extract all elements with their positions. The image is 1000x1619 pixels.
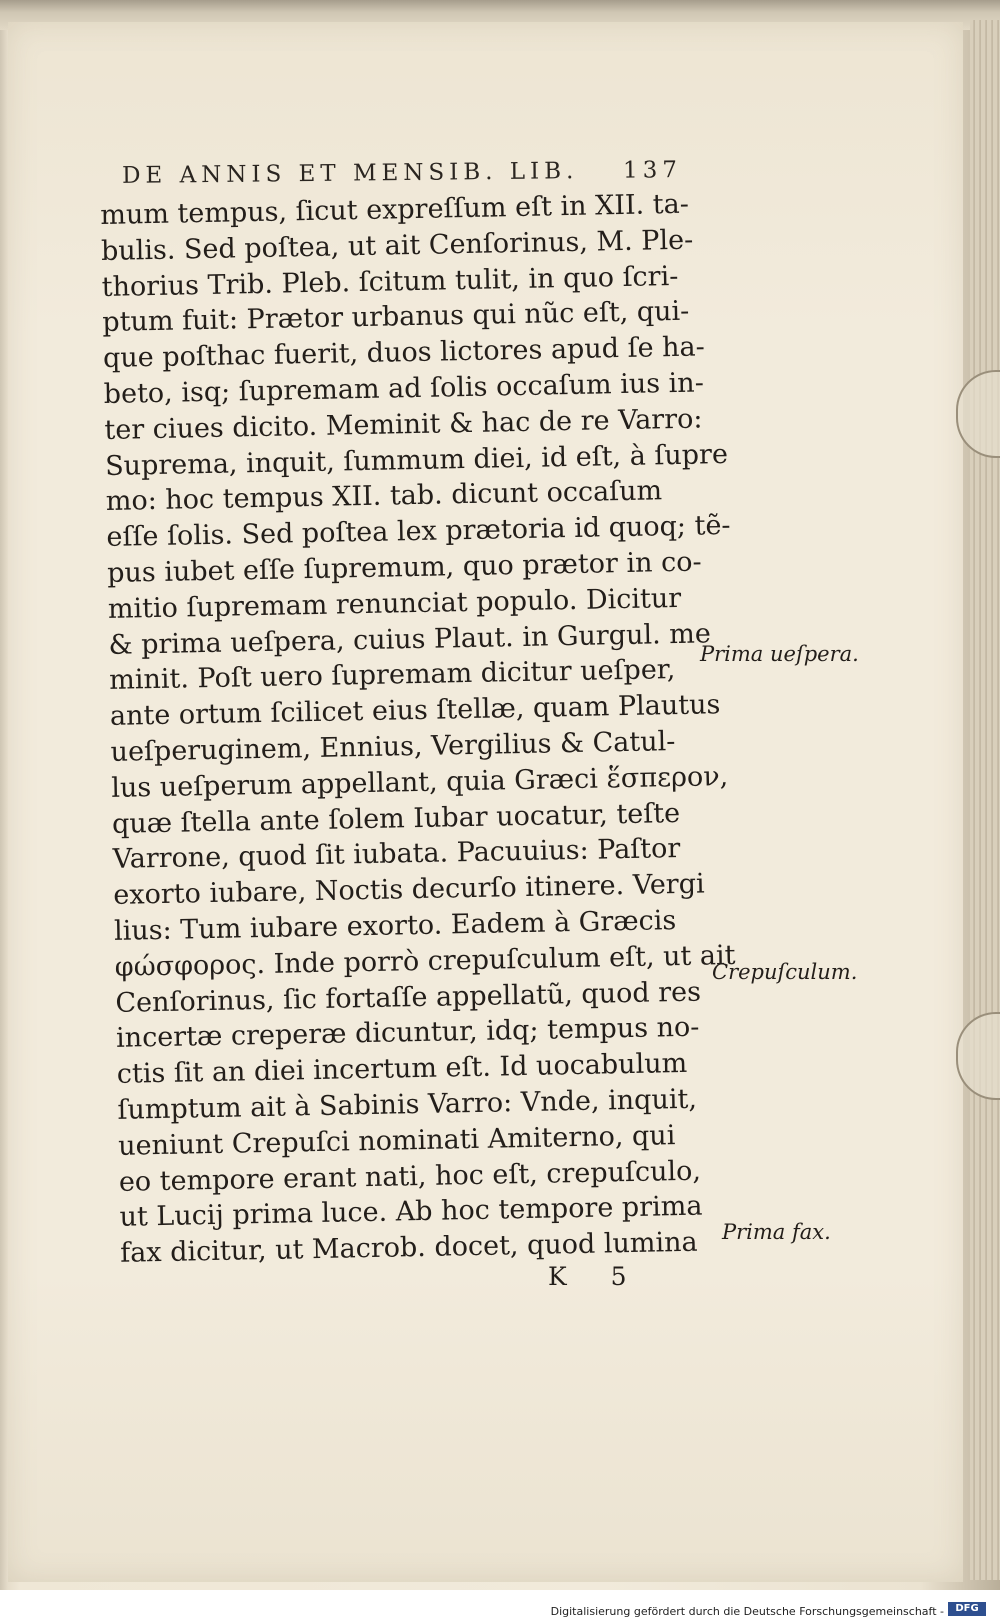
text-line: quæ ſtella ante ſolem Iubar uocatur, teſte [111, 797, 681, 840]
dfg-logo-icon: DFG [948, 1602, 986, 1616]
text-line: ueniunt Crepuſci nominati Amiterno, qui [117, 1119, 676, 1162]
signature-mark: K 5 [548, 1262, 645, 1291]
text-line: mitio ſupremam renunciat populo. Dicitur [107, 582, 682, 625]
body-text [100, 187, 736, 1272]
text-line: bulis. Sed poſtea, ut ait Cenſorinus, M. Ple- [100, 224, 694, 267]
text-line: ante ortum ſcilicet eius ſtellæ, quam Plautus [109, 689, 721, 733]
text-line: incertæ creperæ dicuntur, idq; tempus no- [115, 1011, 700, 1055]
text-line: pus iubet eſſe ſupremum, quo prætor in co- [106, 546, 702, 589]
text-line: eſſe ſolis. Sed poſtea lex prætoria id quoq; tẽ- [106, 510, 731, 554]
text-line: mo: hoc tempus XII. tab. dicunt occaſum [105, 475, 663, 518]
running-title: DE ANNIS ET MENSIB. LIB. [121, 158, 579, 189]
text-line: lus ueſperum appellant, quia Græci ἕσπερον, [111, 760, 729, 804]
text-line: fax dicitur, ut Macrob. docet, quod lumina [119, 1226, 698, 1269]
text-line: exorto iubare, Noctis decurſo itinere. Vergi [113, 868, 705, 912]
text-line: & prima ueſpera, cuius Plaut. in Gurgul. me [108, 617, 712, 661]
text-line: beto, isq; ſupremam ad ſolis occaſum ius in- [103, 367, 705, 410]
text-line: Varrone, quod ſit iubata. Pacuuius: Paſtor [112, 833, 681, 876]
text-line: ter ciues dicito. Meminit & hac de re Varro: [104, 403, 703, 446]
text-line: Cenſorinus, ſic fortaſſe appellatũ, quod res [115, 976, 702, 1019]
page-number: 137 [622, 157, 683, 184]
text-line: mum tempus, ſicut expreſſum eſt in XII. ta- [100, 188, 690, 231]
text-line: ſumptum ait à Sabinis Varro: Vnde, inquit, [117, 1083, 698, 1126]
text-line: ptum fuit: Prætor urbanus qui nũc eſt, qui- [102, 296, 690, 339]
marginal-note-crepusculum: Crepuſculum. [712, 960, 858, 984]
text-line: minit. Poſt uero ſupremam dicitur ueſper, [108, 654, 676, 697]
text-line: thorius Trib. Pleb. ſcitum tulit, in quo ſcri- [101, 260, 679, 303]
text-line: lius: Tum iubare exorto. Eadem à Græcis [113, 905, 677, 947]
text-line: ctis ſit an diei incertum eſt. Id uocabulum [116, 1048, 688, 1090]
marginal-note-prima-uespera: Prima ueſpera. [700, 642, 859, 666]
text-line: que poſthac fuerit, duos lictores apud ſe ha- [102, 331, 705, 375]
text-line: ueſperuginem, Ennius, Vergilius & Catul- [110, 726, 676, 768]
digitization-credit: Digitalisierung gefördert durch die Deutsche Forschungsgemeinschaft - [550, 1605, 944, 1618]
text-line: eo tempore erant nati, hoc eſt, crepuſculo, [118, 1155, 702, 1198]
text-line: ut Lucij prima luce. Ab hoc tempore prima [119, 1190, 703, 1234]
marginal-note-prima-fax: Prima fax. [722, 1220, 831, 1244]
page-stack-edge [970, 20, 1000, 1580]
text-line: φώσφορος. Inde porrò crepuſculum eſt, ut ait [114, 939, 736, 983]
text-line: Suprema, inquit, ſummum diei, id eſt, à ſupre [104, 438, 729, 482]
